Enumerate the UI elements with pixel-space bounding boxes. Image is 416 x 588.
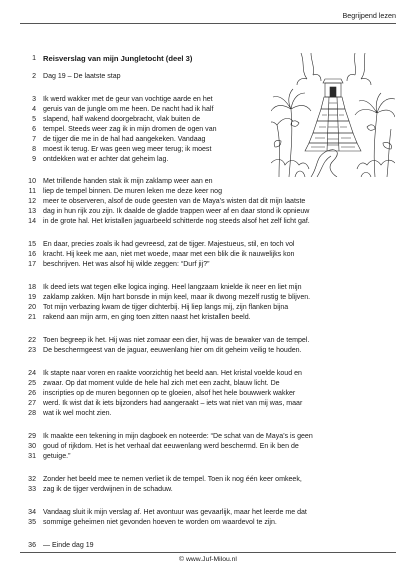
line-text: Dag 19 – De laatste stap (43, 73, 121, 80)
line-text: Ik maakte een tekening in mijn dagboek en noteerde: “De schat van de Maya’s is geen (43, 433, 313, 440)
line-text: rakend aan mijn arm, en ging toen zitten naast het kristallen beeld. (43, 314, 251, 321)
line-number: 32 (28, 476, 36, 483)
story-title: Reisverslag van mijn Jungletocht (deel 3) (43, 54, 193, 63)
line-text: werd. Ik wist dat ik iets bijzonders had aangeraakt – iets wat niet van mij was, maar (43, 400, 303, 407)
jungle-temple-illustration (271, 53, 395, 177)
line-text: sommige geheimen niet gevonden hoeven te worden om waardevol te zijn. (43, 519, 277, 526)
line-text: Toen begreep ik het. Hij was niet zomaar een dier, hij was de bewaker van de tempel. (43, 337, 310, 344)
line-number: 30 (28, 443, 36, 450)
line-number: 24 (28, 370, 36, 377)
line-number: 6 (32, 126, 36, 133)
line-number: 33 (28, 486, 36, 493)
line-text: zwaar. Op dat moment vulde de hele hal zich met een zacht, blauw licht. De (43, 380, 280, 387)
line-number: 11 (28, 188, 36, 195)
footer-text: © www.Juf-Milou.nl (179, 556, 237, 563)
line-number: 35 (28, 519, 36, 526)
line-number: 12 (28, 198, 36, 205)
line-number: 1 (32, 55, 36, 62)
line-text: Vandaag sluit ik mijn verslag af. Het avontuur was gevaarlijk, maar het leerde me dat (43, 509, 307, 516)
line-number: 5 (32, 116, 36, 123)
line-text: wat ik wel mocht zien. (43, 410, 112, 417)
line-number: 7 (32, 136, 36, 143)
header-divider (20, 23, 396, 24)
line-text: Zonder het beeld mee te nemen verliet ik de tempel. Toen ik nog één keer omkeek, (43, 476, 302, 483)
line-number: 3 (32, 96, 36, 103)
line-text: En daar, precies zoals ik had gevreesd, zat de tijger. Majestueus, stil, en toch vol (43, 241, 295, 248)
line-number: 10 (28, 178, 36, 185)
line-text: ontdekken wat er achter dat geheim lag. (43, 156, 169, 163)
line-number: 15 (28, 241, 36, 248)
footer-divider (20, 552, 396, 553)
line-number: 20 (28, 304, 36, 311)
line-text: Ik stapte naar voren en raakte voorzichtig het beeld aan. Het kristal voelde koud en (43, 370, 302, 377)
line-text: getuige.” (43, 453, 71, 460)
line-text: — Einde dag 19 (43, 542, 94, 549)
line-number: 29 (28, 433, 36, 440)
line-number: 17 (28, 261, 36, 268)
line-text: Tot mijn verbazing kwam de tijger dichterbij. Hij liep langs mij, zijn flanken bijna (43, 304, 289, 311)
line-number: 18 (28, 284, 36, 291)
line-number: 34 (28, 509, 36, 516)
line-text: goud of rijkdom. Het is het verhaal dat eeuwenlang werd beschermd. En ik ben de (43, 443, 299, 450)
header-label: Begrijpend lezen (342, 11, 396, 20)
line-number: 23 (28, 347, 36, 354)
line-number: 22 (28, 337, 36, 344)
line-text: de tijger die me in de hal had aangekeken. Vandaag (43, 136, 206, 143)
line-number: 36 (28, 542, 36, 549)
line-number: 9 (32, 156, 36, 163)
line-number: 21 (28, 314, 36, 321)
line-number: 26 (28, 390, 36, 397)
line-text: De beschermgeest van de jaguar, eeuwenlang hier om dit geheim veilig te houden. (43, 347, 302, 354)
line-text: liep de tempel binnen. De muren leken me deze keer nog (43, 188, 223, 195)
line-number: 14 (28, 218, 36, 225)
line-text: Ik werd wakker met de geur van vochtige aarde en het (43, 96, 213, 103)
line-number: 4 (32, 106, 36, 113)
line-number: 27 (28, 400, 36, 407)
line-text: meer te observeren, alsof de oude geesten van de Maya’s wisten dat dit mijn laatste (43, 198, 306, 205)
line-number: 16 (28, 251, 36, 258)
line-text: kracht. Hij keek me aan, niet met woede, maar met een blik die ik nauwelijks kon (43, 251, 295, 258)
line-text: slapend, half wakend doorgebracht, vlak buiten de (43, 116, 201, 123)
line-text: tempel. Steeds weer zag ik in mijn dromen de ogen van (43, 126, 217, 133)
line-text: moest ik terug. Er was geen weg meer terug; ik moest (43, 146, 212, 153)
line-number: 31 (28, 453, 36, 460)
line-number: 13 (28, 208, 36, 215)
line-text: Met trillende handen stak ik mijn zaklamp weer aan en (43, 178, 213, 185)
line-number: 8 (32, 146, 36, 153)
line-text: geruis van de jungle om me heen. De nacht had ik half (43, 106, 214, 113)
line-number: 28 (28, 410, 36, 417)
line-text: zaklamp zakken. Mijn hart bonsde in mijn keel, maar ik dwong mezelf rustig te blijven. (43, 294, 311, 301)
line-number: 25 (28, 380, 36, 387)
line-text: beschrijven. Het was alsof hij wilde zeggen: “Durf jij?” (43, 261, 210, 268)
line-text: in de grote hal. Het kristallen jaguarbeeld schitterde nog steeds alsof het zelf licht gaf. (43, 218, 310, 225)
line-text: dag in hun rijk zou zijn. Ik daalde de gladde trappen weer af en daar stond ik opnieuw (43, 208, 310, 215)
line-text: inscripties op de muren begonnen op te gloeien, alsof het hele bouwwerk wakker (43, 390, 296, 397)
line-text: zag ik de tijger verdwijnen in de schaduw. (43, 486, 173, 493)
line-text: Ik deed iets wat tegen elke logica inging. Heel langzaam knielde ik neer en liet mijn (43, 284, 302, 291)
line-number: 2 (32, 73, 36, 80)
line-number: 19 (28, 294, 36, 301)
